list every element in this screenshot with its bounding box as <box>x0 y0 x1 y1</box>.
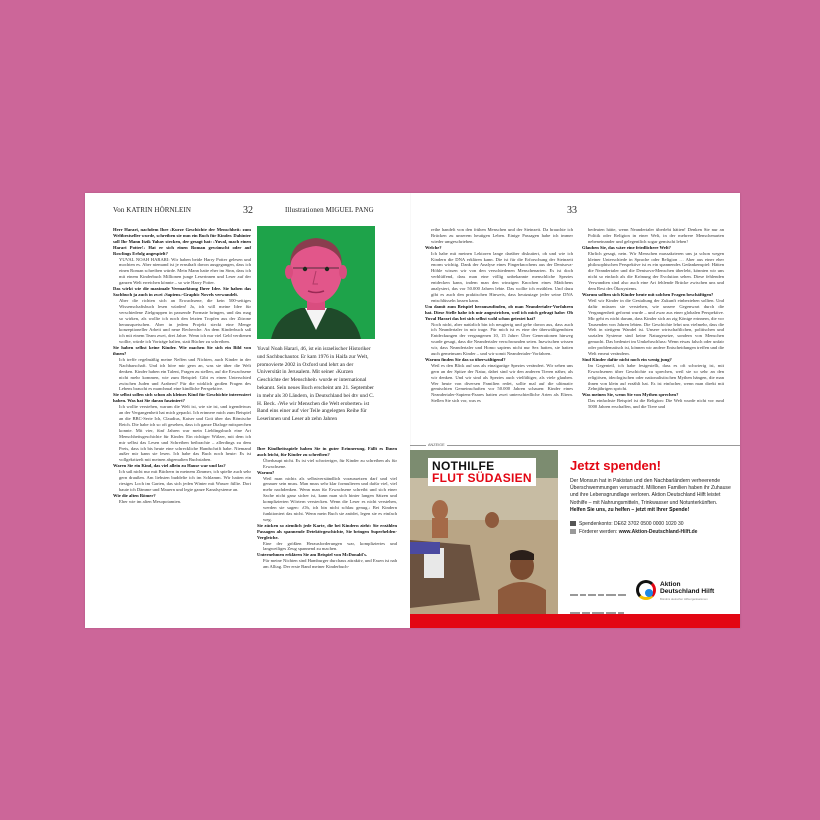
interview-question: Warum? <box>257 469 275 475</box>
interview-answer: Das einfachste Beispiel ist die Religion: Die Welt wurde nicht vor rund 5000 Jahren erschaffen, und die Tiere und <box>588 398 724 410</box>
badge-line-1: NOTHILFE <box>432 459 495 473</box>
interview-answer: Noch nicht, aber natürlich bin ich neugierig und gehe davon aus, dass auch ich Neandertaler in mir trage. Für mich ist es eine der überwältigendsten Entdeckungen der vergangenen 10, 15 Jahre: Über Generationen hinweg wurde gesagt, dass die Neandertaler verschwunden seien. Inzwischen wissen wir, dass Neandertaler und Homo sapiens nicht nur Sex hatten, sie hatten auch gemeinsam Kinder – und wir somit Neandertaler-Vorfahren. <box>431 321 573 357</box>
bank-icon <box>570 521 576 526</box>
interview-question: Sie selbst sollen sich schon als kleines Kind für Geschichte interessiert haben. Was hat Sie daran fasziniert? <box>113 392 251 404</box>
interview-answer: Eine der größten Herausforderungen war, kompliziertes und langweiliges Zeug spannend zu machen. <box>263 540 397 552</box>
aktion-deutschland-hilft-logo <box>636 580 736 604</box>
flood-photo <box>410 450 558 614</box>
member-prefix: Förderer werden: <box>579 529 619 536</box>
interview-question: Sie haben selbst keine Kinder. Wie machen Sie sich ein Bild von ihnen? <box>113 345 251 357</box>
ad-text-block <box>570 458 735 536</box>
adh-tagline: Bündnis deutscher Hilfsorganisationen <box>660 597 708 601</box>
member-url[interactable]: www.Aktion-Deutschland-Hilft.de <box>618 529 698 536</box>
advertisement[interactable] <box>410 450 740 628</box>
interview-question: Wie die alten Römer? <box>113 492 156 498</box>
interview-answer: Weil wir Kinder in die Gestaltung der Zukunft einbeziehen sollten. Und dafür müssen sie verstehen, wie unsere Gegenwart durch die Vergangenheit geformt wurde – und zwar aus einer globalen Perspektive. Mir geht es nicht darum, dass Kinder sich an zig Könige erinnern, die vor Tausenden von Jahren lebten. Die Geschichte lehrt uns vielmehr, dass die Welt in stetigem Wandel ist. Unsere wirtschaftlichen, politischen und sozialen Systeme sind keine Naturgesetze, sondern von Menschen gemacht. Das bedeutet im Umkehrschluss: Wenn etwas falsch oder unfair oder problematisch ist, können wir andere Entscheidungen treffen und die Welt erneut verändern. <box>588 297 724 357</box>
adh-name-line2: Deutschland Hilft <box>660 588 715 596</box>
magazine-spread <box>85 193 740 628</box>
interview-question: Waren Sie ein Kind, das viel allein zu Hause war und las? <box>113 463 226 469</box>
interview-question: Warum sollten sich Kinder heute mit solchen Fragen beschäftigen? <box>582 291 714 297</box>
ad-bank-info <box>570 520 735 536</box>
adh-name <box>660 581 714 596</box>
interview-answer: Überhaupt nicht. Es ist viel schwieriger, für Kinder zu schreiben als für Erwachsene. <box>263 457 397 469</box>
ad-divider <box>410 445 740 446</box>
ad-body-text: Der Monsun hat in Pakistan und den Nachbarländern verheerende Überschwemmungen verursacht. Millionen Familien haben ihr Zuhause und ihre Lebensgrundlage verloren. Aktion Deutschland Hilft leistet Nothilfe – mit Nahrungsmitteln, Trinkwasser und Notunterkünften. <box>570 478 731 506</box>
portrait-caption: Yuval Noah Harari, 46, ist ein israelischer Historiker und Sachbuchautor. Er kam 1976 in Haifa zur Welt, promovierte 2002 in Oxford und lehrt an der Universität in Jerusalem. Mit seiner ›Kurzen Geschichte der Menschheit‹ wurde er international bekannt. Sein neues Buch erscheint am 21. September in mehr als 30 Ländern, in Deutschland bei dtv und C. H. Beck. ›Wie wir Menschen die Welt eroberten‹ ist Band eins einer auf vier Teile angelegten Reihe für Leserinnen und Leser ab zehn Jahren <box>257 346 375 423</box>
interview-answer: YUVAL NOAH HARARI: Wir haben beide Harry Potter gelesen und mochten es. Aber niemand ist je ernsthaft davon ausgegangen, dass ich einen Roman schreiben würde. Mein Mann hatte eher im Sinn, dass ich mit einem Kinderbuch Millionen junge Leserinnen und Leser auf der ganzen Welt erreichen könnte – so wie Harry Potter. <box>119 256 251 286</box>
emergency-badge <box>428 458 536 486</box>
interview-answer: reihe handelt von den frühen Menschen und der Steinzeit. Da brauchte ich Brücken zu unserem heutigen Leben. Einige Passagen habe ich immer wieder umgeschrieben. <box>431 227 573 244</box>
interview-answer: Für meine Nichten sind Hamburger durchaus attraktiv, und Essen ist nah am Alltag. Der erste Band meiner Kinderbuch- <box>263 558 397 570</box>
hand-icon <box>570 529 576 534</box>
interview-answer: Aber die richten sich an Erwachsene, die kein 500-seitiges Wissenschaftsbuch lesen würden! Ja, ich will meine Idee für verschiedene Zielgruppen in passende Formate bringen, und das mag so wirken, als wollte ich noch den letzten Tropfen aus der Zitrone herausquetschen. Aber in jedem Projekt steckt eine Menge konzeptioneller Arbeit und neue Recherche. An dem Kinderbuch saß ich mit einem Team zwei, drei Jahre. Wenn ich nur viel Geld verdienen wollte, würde ich Vorträge halten, statt Bücher zu schreiben. <box>119 297 251 345</box>
partner-logos <box>570 585 630 601</box>
byline: Von KATRIN HÖRNLEIN <box>113 206 191 214</box>
interview-answer: Ich habe mit meinen Lektoren lange darüber diskutiert, ob und wie ich Kindern die DNA erklären kann. Die ist für die Erforschung der Steinzeit enorm wichtig. Dank der Analyse eines Fingerknochens aus der Denisova-Höhle wissen wir von den verschiedenen Menschenarten. Es ist doch verblüffend, dass man eine völlig unbekannte menschliche Spezies entdecken kann, indem man den winzigen Knochen eines Mädchens analysiert, das vor 50.000 Jahren lebte. Das wollte ich erzählen. Und dazu gibt es auch den praktischen Hinweis, dass heutzutage jeder seine DNA entschlüsseln lassen kann. <box>431 250 573 303</box>
adh-name-line1: Aktion <box>660 581 681 588</box>
ad-title: Jetzt spenden! <box>570 458 662 473</box>
harari-portrait-icon <box>257 226 375 339</box>
interview-question: Herr Harari, nachdem Ihre ›Kurze Geschichte der Menschheit‹ zum Weltbestseller wurde, schreiben sie nun ein Buch für Kinder. Dahinter soll Ihr Mann Itzik Yahav stecken, der gesagt hat: ›Yuval, mach einen Harari Potter!‹ Hat er sich einen Roman gewünscht oder auf Rowlings Erfolg angespielt? <box>113 227 251 256</box>
interview-answer: Im Gegenteil, ich habe festgestellt, dass es oft schwierig ist, mit Erwachsenen über Geschichte zu sprechen, weil sie so sehr an den religiösen, ideologischen oder nationalistischen Mythen hängen, die man ihnen von klein auf erzählt hat. Es ist einfacher, wenn man direkt mit Zehnjährigen spricht. <box>588 362 724 392</box>
right-page-column-1 <box>425 227 573 404</box>
interview-question: Um damit zum Beispiel herauszufinden, ob man Neandertaler-Vorfahren hat. Diese Stelle habe ich mir angestrichen, weil ich mich gefragt habe: Ob Yuval Harari das bei sich selbst wohl schon getestet hat? <box>425 303 573 321</box>
left-page-column-1 <box>113 227 251 505</box>
interview-answer: Ich wollte verstehen, warum die Welt ist, wie sie ist, und irgendetwas an der Vergangenheit hat mich gepackt. Ich erinnere mich zum Beispiel an die BBC-Serie Ich, Claudius, Kaiser und Gott über das Römische Reich. Die habe ich so oft gesehen, dass ich ganze Dialoge mitsprechen konnte. Mit vier, fünf Jahren war mein Lieblingsbuch eine Art Menschheitsgeschichte für Kinder. Ein richtiger Wälzer, mit dem ich mir selbst das Lesen und Schreiben beibrachte – allerdings zu dem Preis, dass ich bis heute eine schreckliche Handschrift habe. Niemand außer mir kann sie lesen. Ich habe das Buch noch heute: Es ist vollgekritzelt mit meinen abgemalten Buchstaben. <box>119 404 251 463</box>
adh-circle-icon <box>636 580 656 600</box>
left-page-column-2 <box>257 446 397 570</box>
interview-question: Welche? <box>425 244 442 250</box>
interview-answer: Ich saß nicht nur mit Büchern in meinem Zimmer, ich spielte auch sehr gern draußen. Am liebsten buddelte ich im Schlamm. Wir hatten ein riesiges Loch im Garten, das sich jeden Winter mit Wasser füllte. Dort baute ich Dämme und Mauern und legte ganze Kanalsysteme an. <box>119 469 251 492</box>
interview-question: Sie zücken so ziemlich jede Karte, die bei Kindern zieht: Sie erzählen Passagen als spannende Detektivgeschichte, Sie bringen Superhelden-Vergleiche. <box>257 522 397 540</box>
interview-question: Sind Kinder dafür nicht noch ein wenig jung? <box>582 356 672 362</box>
page-number-right: 33 <box>567 205 577 216</box>
interview-question: Ihre Kindheitsspiele haben Sie in guter Erinnerung. Fällt es Ihnen auch leicht, für Kinder zu schreiben? <box>257 446 397 457</box>
interview-answer: Ehrlich gesagt, nein. Wir Menschen massakrieren uns ja schon wegen kleiner Unterschiede in Sprache oder Religion … Aber aus einer eher philosophischen Perspektive ist es ein spannendes Gedankenspiel: Hätten die Neandertaler und die Denisova-Menschen überlebt, könnten wir uns nicht so einfach als die Krönung der Evolution sehen. Diese fehlenden Verwandten sind also auch eine Art fehlende Brücke zwischen uns und dem Rest des Ökosystems. <box>588 250 724 292</box>
illustration-credit: Illustrationen MIGUEL PANG <box>285 206 374 214</box>
interview-answer: Weil man nichts als selbstverständlich voraussetzen darf und viel genauer sein muss. Man muss sehr klar formulieren und dafür viel, viel mehr nachdenken. Wenn man für Erwachsene schreibt und sich einer Sache nicht ganz sicher ist, kann man sich hinter langen Sätzen und komplizierten Wörtern verstecken. Wenn die Leser es nicht verstehen, werden sie sagen: ›Oh, ich bin nicht schlau genug.‹ Bei Kindern funktioniert das nicht. Wenn mein Buch sie anödet, legen sie es einfach weg. <box>263 475 397 522</box>
ad-red-bar <box>410 614 740 628</box>
account-number: Spendenkonto: DE62 3702 0500 0000 1020 30 <box>579 521 684 528</box>
interview-question: Das wirkt wie die maximale Vermarktung Ihrer Idee. Sie haben das Sachbuch ja auch in zwei ›Sapiens‹-Graphic Novels verwandelt. <box>113 286 251 297</box>
interview-question: Was meinen Sie, wenn Sie von Mythen sprechen? <box>582 392 679 398</box>
badge-line-2: FLUT SÜDASIEN <box>432 471 532 485</box>
portrait-illustration <box>257 226 375 339</box>
interview-question: Warum finden Sie das so überwältigend? <box>425 356 506 362</box>
interview-answer: Ich treffe regelmäßig meine Neffen und Nichten, auch Kinder in der Nachbarschaft. Und ich höre mir gern an, was sie über die Welt denken. Kinder haben ein Talent, Fragen zu stellen, auf die Erwachsene nicht mehr kommen, wie zum Beispiel: Gibt es einen Unterschied zwischen Juden und Arabern? Für die wirklich großen Fragen des Lebens braucht es manchmal eine kindliche Perspektive. <box>119 356 251 392</box>
interview-answer: Eher wie im alten Mesopotamien. <box>119 498 182 504</box>
right-page-column-2 <box>582 227 724 410</box>
interview-answer: Weil es den Blick auf uns als einzigartige Spezies verändert. Wir sehen uns gern an der Spitze der Natur, dabei sind wir den anderen Tieren näher, als wir denken. Und wir sind als Spezies auch vielfältiger, als viele glauben. Wer heute von diversen Familien redet, sollte mal auf die ultimativ gemischten Gemeinschaften vor 50.000 Jahren schauen: Kinder eines Neandertaler-Sapiens-Paares hatten zwei unterschiedliche Arten als Eltern. Stellen Sie sich vor, was es <box>431 362 573 404</box>
page-number-left: 32 <box>243 205 253 216</box>
interview-answer: bedeuten hätte, wenn Neandertaler überlebt hätten! Denken Sie nur an Politik oder Religion in einer Welt, in der mehrere Menschenarten nebeneinander und gelegentlich sogar gemischt leben! <box>588 227 724 244</box>
ad-label: ANZEIGE <box>428 443 445 447</box>
ad-body <box>570 478 735 514</box>
interview-question: Glauben Sie, das wäre eine friedlichere Welt? <box>582 244 671 250</box>
interview-question: Unternehmen erklären Sie am Beispiel von McDonald's. <box>257 552 368 558</box>
ad-cta: Helfen Sie uns, zu helfen – jetzt mit Ihrer Spende! <box>570 506 690 513</box>
